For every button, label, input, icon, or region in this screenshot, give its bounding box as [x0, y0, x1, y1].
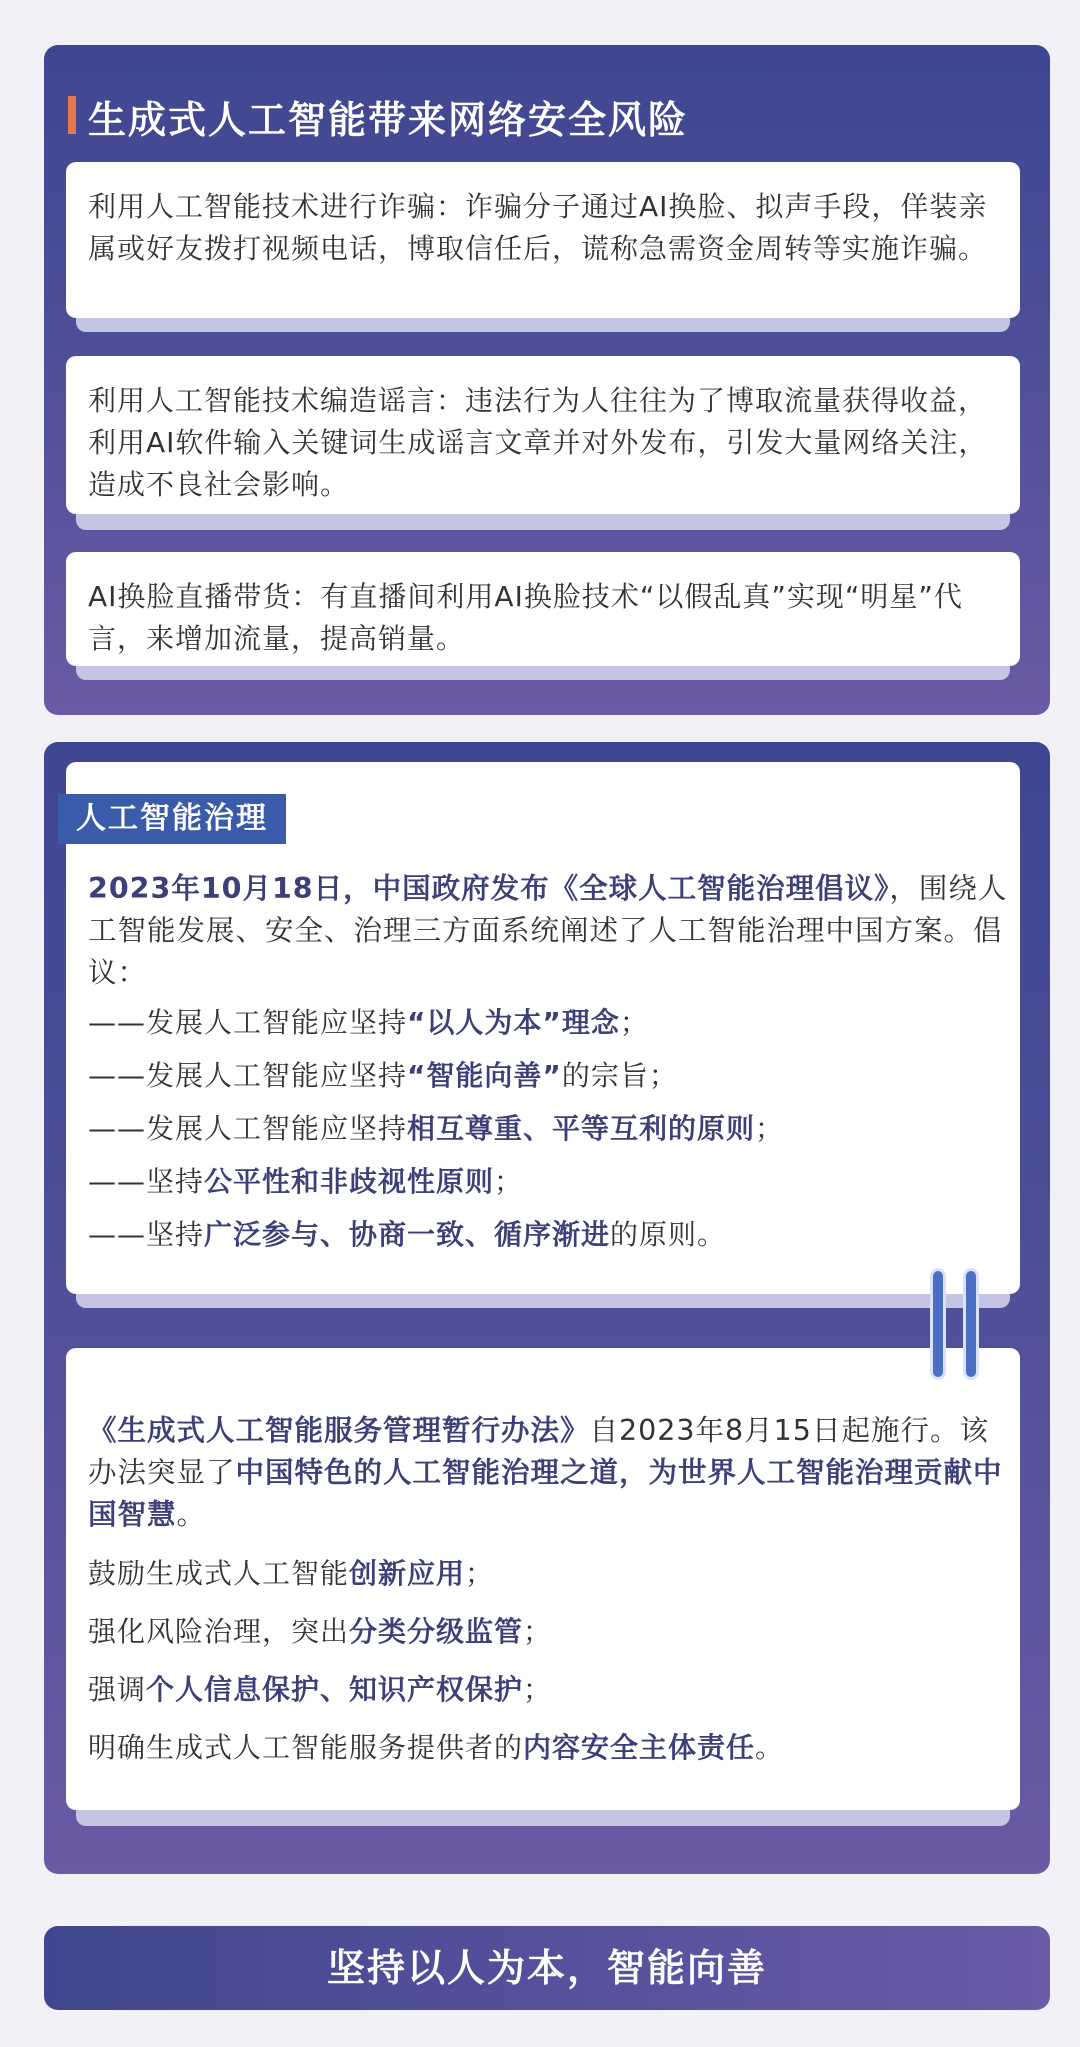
- risk-text: 利用人工智能技术进行诈骗：诈骗分子通过AI换脸、拟声手段，佯装亲属或好友拨打视频电话，博取信任后，谎称急需资金周转等实施诈骗。: [88, 190, 988, 265]
- initiative-item: ——发展人工智能应坚持相互尊重、平等互利的原则；: [88, 1112, 785, 1145]
- section-heading: 生成式人工智能带来网络安全风险: [88, 98, 689, 142]
- regulation-item: 鼓励生成式人工智能创新应用；: [88, 1557, 495, 1590]
- initiative-lead: [88, 868, 1010, 994]
- risk-text: AI换脸直播带货：有直播间利用AI换脸技术“以假乱真”实现“明星”代言，来增加流量，提高销量。: [88, 580, 963, 655]
- binder-clip-icon: [963, 1268, 979, 1380]
- regulation-intro: 《生成式人工智能服务管理暂行办法》自2023年8月15日起施行。该办法突显了中国特色的人工智能治理之道，为世界人工智能治理贡献中国智慧。: [88, 1414, 1003, 1531]
- lead-highlight: 2023年10月18日，中国政府发布《全球人工智能治理倡议》: [88, 872, 890, 905]
- initiative-item: ——坚持公平性和非歧视性原则；: [88, 1165, 524, 1198]
- slogan-banner: 坚持以人为本，智能向善: [44, 1926, 1050, 2010]
- risk-card-livestream: [66, 552, 1020, 666]
- binder-clip-icon: [930, 1268, 946, 1380]
- regulation-item: 强调个人信息保护、知识产权保护；: [88, 1673, 553, 1706]
- initiative-item: ——坚持广泛参与、协商一致、循序渐进的原则。: [88, 1218, 727, 1251]
- risk-card-fraud: [66, 162, 1020, 318]
- risk-text: 利用人工智能技术编造谣言：违法行为人往往为了博取流量获得收益，利用AI软件输入关键词生成谣言文章并对外发布，引发大量网络关注，造成不良社会影响。: [88, 384, 988, 501]
- initiative-item: ——发展人工智能应坚持“以人为本”理念；: [88, 1006, 649, 1039]
- heading-accent-bar: [68, 96, 76, 134]
- lead-text: ，围绕人工智能发展、安全、治理三方面系统阐述了人工智能治理中国方案。倡议：: [88, 872, 1008, 989]
- section-tag: 人工智能治理: [58, 794, 286, 844]
- initiative-item: ——发展人工智能应坚持“智能向善”的宗旨；: [88, 1059, 678, 1092]
- regulation-item: 明确生成式人工智能服务提供者的内容安全主体责任。: [88, 1731, 785, 1764]
- regulation-item: 强化风险治理，突出分类分级监管；: [88, 1615, 553, 1648]
- risk-card-rumor: [66, 356, 1020, 514]
